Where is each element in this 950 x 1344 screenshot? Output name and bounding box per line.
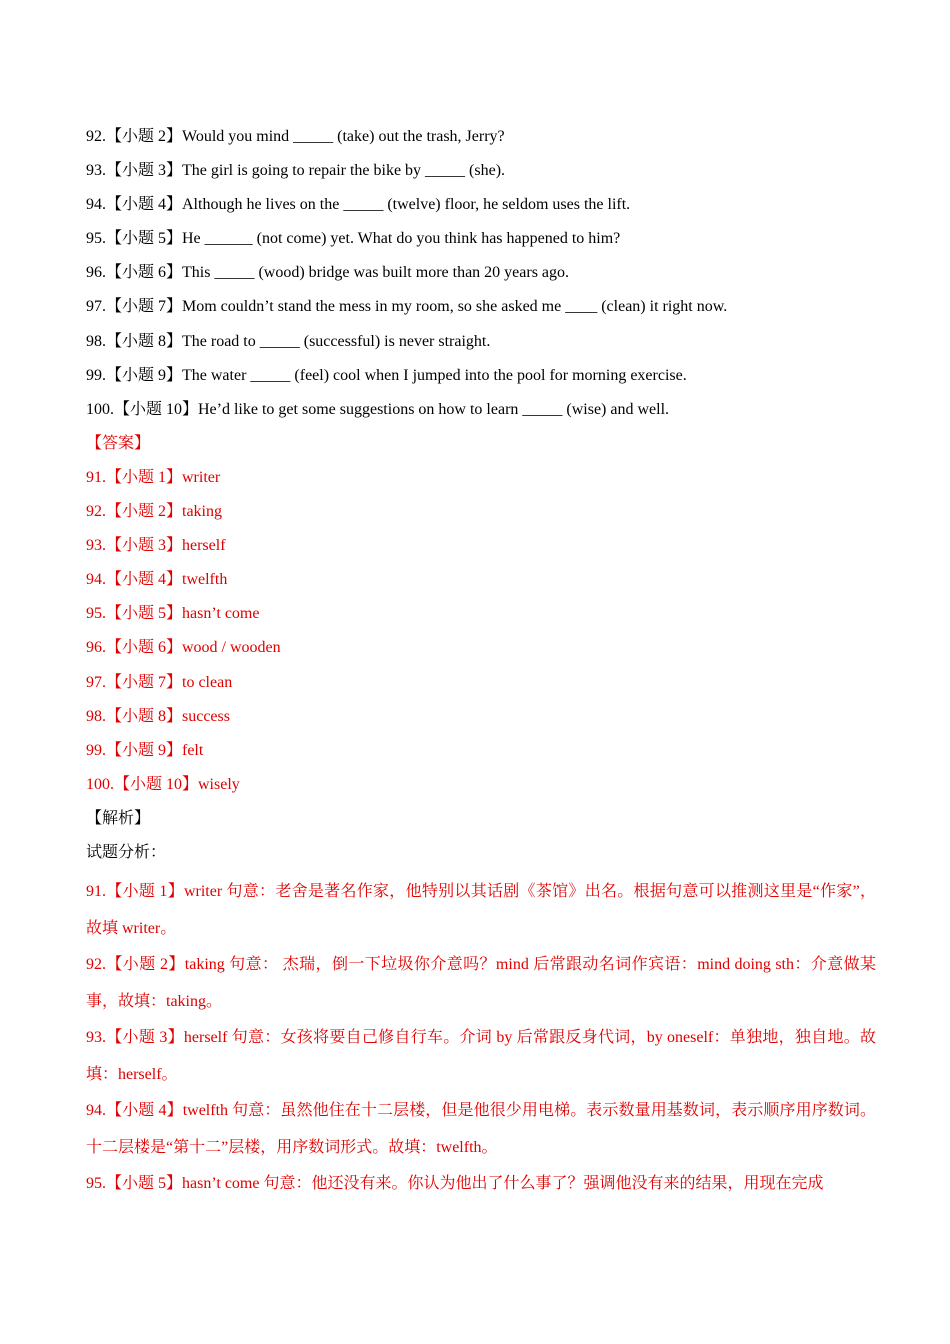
analysis-91: 91.【小题 1】writer 句意：老舍是著名作家，他特别以其话剧《茶馆》出名。根据句意可以推测这里是“作家”，故填 writer。 <box>86 883 876 937</box>
question-97: 97.【小题 7】Mom couldn’t stand the mess in my room, so she asked me ____ (clean) it right now. <box>86 298 728 316</box>
answer-92: 92.【小题 2】taking <box>86 503 222 521</box>
answer-93: 93.【小题 3】herself <box>86 537 226 555</box>
answer-99: 99.【小题 9】felt <box>86 741 204 759</box>
answer-95: 95.【小题 5】hasn’t come <box>86 605 260 623</box>
question-100: 100.【小题 10】He’d like to get some suggestions on how to learn _____ (wise) and well. <box>86 400 670 418</box>
question-92: 92.【小题 2】Would you mind _____ (take) out the trash, Jerry? <box>86 128 505 145</box>
answer-97: 97.【小题 7】to clean <box>86 673 233 691</box>
question-98: 98.【小题 8】The road to _____ (successful) is never straight. <box>86 332 491 350</box>
analysis-92: 92.【小题 2】taking 句意： 杰瑞，倒一下垃圾你介意吗？mind 后常跟动名词作宾语：mind doing sth：介意做某事，故填：taking。 <box>86 956 876 1010</box>
analysis-heading: 【解析】 <box>86 809 151 827</box>
analysis-95: 95.【小题 5】hasn’t come 句意：他还没有来。你认为他出了什么事了？强调他没有来的结果，用现在完成 <box>86 1175 824 1193</box>
answer-100: 100.【小题 10】wisely <box>86 775 240 793</box>
answer-98: 98.【小题 8】success <box>86 707 230 725</box>
question-95: 95.【小题 5】He ______ (not come) yet. What do you think has happened to him? <box>86 230 621 248</box>
question-96: 96.【小题 6】This _____ (wood) bridge was built more than 20 years ago. <box>86 264 570 282</box>
analysis-93: 93.【小题 3】herself 句意：女孩将要自己修自行车。介词 by 后常跟反身代词，by oneself：单独地，独自地。故填：herself。 <box>86 1029 876 1083</box>
answer-91: 91.【小题 1】writer <box>86 468 221 486</box>
document-content <box>86 124 876 1203</box>
analysis-94: 94.【小题 4】twelfth 句意：虽然他住在十二层楼，但是他很少用电梯。表示数量用基数词，表示顺序用序数词。十二层楼是“第十二”层楼，用序数词形式。故填：twelfth。 <box>86 1102 876 1156</box>
analysis-intro: 试题分析： <box>86 843 167 861</box>
question-94: 94.【小题 4】Although he lives on the _____ (twelve) floor, he seldom uses the lift. <box>86 196 631 214</box>
answer-96: 96.【小题 6】wood / wooden <box>86 639 281 657</box>
question-93: 93.【小题 3】The girl is going to repair the bike by _____ (she). <box>86 162 506 180</box>
answer-heading: 【答案】 <box>86 434 151 452</box>
question-99: 99.【小题 9】The water _____ (feel) cool when I jumped into the pool for morning exercise. <box>86 366 687 384</box>
answer-94: 94.【小题 4】twelfth <box>86 571 228 589</box>
